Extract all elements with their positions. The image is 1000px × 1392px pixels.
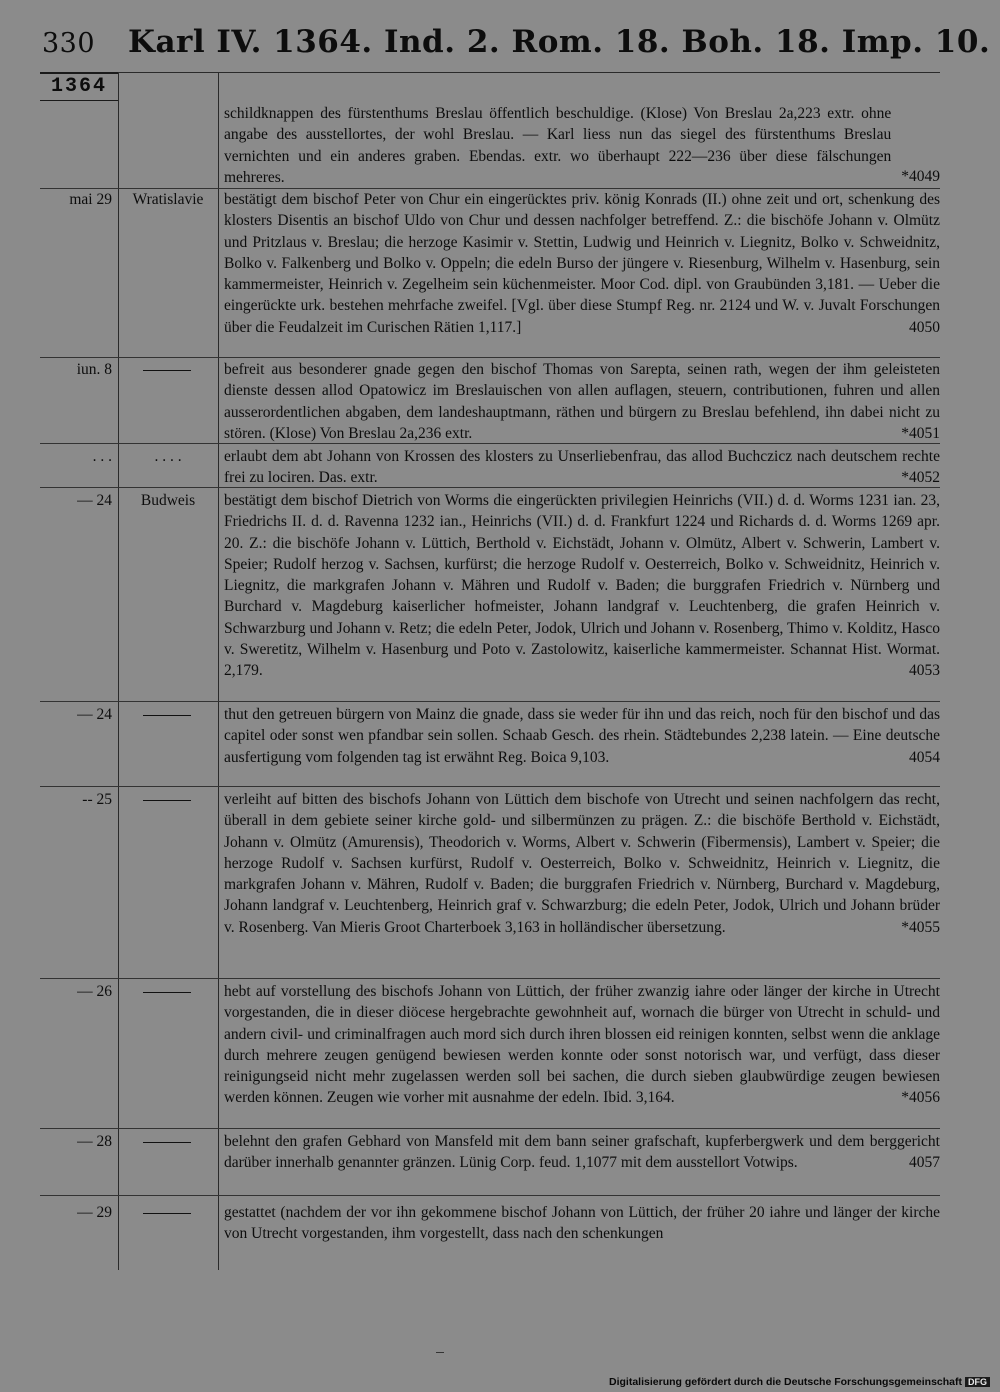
entry-separator	[40, 786, 940, 787]
regest-number: *4051	[901, 424, 940, 442]
dfg-footer	[609, 1376, 990, 1388]
entry-date: — 26	[77, 983, 112, 1000]
regest-number: 4057	[909, 1154, 940, 1172]
print-mark	[436, 1352, 444, 1353]
entry-separator	[40, 978, 940, 979]
regest-number: 4050	[909, 318, 940, 336]
entry-date: — 24	[77, 706, 112, 723]
regest-text: verleiht auf bitten des bischofs Johann von Lüttich dem bischofe von Utrecht und seinen nachfolgern das recht, überall in dem gebiete seiner kirche gold- und silbermünzen zu prägen. Z.: die bischöfe Berthold v. Eichstädt, Johann v. Olmütz (Amurensis), Theodorich v. Worms, Albert v. Schwerin (Fibermensis), Lambert v. Speier; die herzoge Rudolf v. Sachsen kurfürst, Rudolf v. Oesterreich, Bolko v. Schweidnitz, Heinrich v. Liegnitz, die markgrafen Johann v. Mähren, Rudolf v. Baden; die burggrafen Friedrich v. Nürnberg, Burchard v. Magdeburg, Johann landgraf v. Leuchtenberg, Heinrich graf v. Schwarzburg; die edeln Peter, Jodok, Ulrich und Johann brüder v. Rosenberg. Van Mieris Groot Charterboek 3,163 in holländischer übersetzung. *4055	[224, 789, 940, 938]
regest-text: bestätigt dem bischof Peter von Chur ein eingerücktes priv. könig Konrads (II.) ohne zeit und ort, schenkung des klosters Disentis an bischof Uldo von Chur und dessen nachfolger betreffend. Z.: die bischöfe Johann v. Olmütz und Pritzlaus v. Breslau; die herzoge Kasimir v. Stettin, Ludwig und Heinrich v. Liegnitz, Bolko v. Schweidnitz, Bolko v. Falkenberg und Bolko v. Oppeln; die edeln Burso der jüngere v. Riesenburg, Wilhelm v. Hasenburg, sein kammermeister, Heinrich v. Zegelheim sein küchenmeister. Moor Cod. dipl. von Graubünden 3,181. — Ueber die eingerückte urk. bestehen mehrfache zweifel. [Vgl. über diese Stumpf Reg. nr. 2124 und W. v. Juvalt Forschungen über die Feudalzeit im Curischen Rätien 1,117.] 4050	[224, 189, 940, 338]
running-title: Karl IV. 1364. Ind. 2. Rom. 18. Boh. 18. Imp. 10.	[128, 24, 991, 60]
regest-text: hebt auf vorstellung des bischofs Johann von Lüttich, der früher zwanzig iahre oder länger der kirche in Utrecht vorgestanden, die in dieser diöcese hergebrachte gewohnheit auf, wornach die bürger von Utrecht in schuld- und andern civil- und criminalfragen auch mord sich durch ihren blossen eid reinigen konnten, selbst wenn die anklage durch mehrere zeugen genügend bewiesen werden konnte oder sonst notorisch war, und verfügt, dass dieser reinigungseid nicht mehr zugelassen werden soll bei sachen, die durch sieben glaubwürdige zeugen bewiesen werden können. Zeugen wie vorher mit ausnahme der edeln. Ibid. 3,164. *4056	[224, 981, 940, 1109]
regest-text: erlaubt dem abt Johann von Krossen des klosters zu Unserliebenfrau, das allod Buchczicz nach deutschem rechte frei zu lociren. Das. extr. *4052	[224, 446, 940, 489]
same-place-dash	[143, 1213, 191, 1214]
regest-text: belehnt den grafen Gebhard von Mansfeld mit dem bann seiner grafschaft, kupferbergwerk und dem berggericht darüber innerhalb genannter gränzen. Lünig Corp. feud. 1,1077 mit dem ausstellort Votwips. 4057	[224, 1131, 940, 1174]
entry-separator	[40, 487, 940, 488]
regest-number: *4055	[901, 918, 940, 936]
same-place-dash	[143, 715, 191, 716]
regest-number: 4053	[909, 662, 940, 680]
entry-place: Wratislavie	[132, 191, 204, 208]
entry-place: . . . .	[154, 448, 182, 465]
date-column-rule	[118, 72, 119, 1270]
same-place-dash	[143, 1142, 191, 1143]
year-label: 1364	[40, 72, 118, 101]
page-header	[40, 24, 991, 68]
entry-date: mai 29	[69, 191, 112, 208]
entry-separator	[40, 443, 940, 444]
entry-separator	[40, 1128, 940, 1129]
regest-number: 4054	[909, 748, 940, 766]
dfg-logo: DFG	[965, 1377, 990, 1387]
same-place-dash	[143, 370, 191, 371]
entry-date: -- 25	[82, 791, 112, 808]
entry-separator	[40, 357, 940, 358]
regest-number: *4052	[901, 469, 940, 487]
entry-date: — 24	[77, 492, 112, 509]
table-top-rule	[118, 72, 940, 73]
page-number: 330	[42, 28, 96, 59]
regest-text: *4049 schildknappen des fürstenthums Breslau öffentlich beschuldige. (Klose) Von Breslau 2a,223 extr. ohne angabe des ausstellortes, der wohl Breslau. — Karl liess nun das siegel des fürstenthums Breslau vernichten und ein anderes graben. Ebendas. extr. wo überhaupt 222—236 über diese fälschungen mehreres.	[224, 105, 940, 186]
funding-note: Digitalisierung gefördert durch die Deutsche Forschungsgemeinschaft	[609, 1376, 962, 1388]
regest-text: befreit aus besonderer gnade gegen den bischof Thomas von Sarepta, seinen rath, wegen der ihm geleisteten dienste dessen allod Opatowicz im Breslauischen von allen auflagen, steuern, contributionen, fuhren und allen ausserordentlichen abgaben, dem landeshauptmann, räthen und bürgern zu Breslau befehlend, ihn dabei nicht zu stören. (Klose) Von Breslau 2a,236 extr. *4051	[224, 359, 940, 444]
place-column-rule	[218, 72, 219, 1270]
entry-separator	[40, 1195, 940, 1196]
entry-separator	[40, 701, 940, 702]
entry-place: Budweis	[140, 492, 196, 509]
regest-text: bestätigt dem bischof Dietrich von Worms die eingerückten privilegien Heinrichs (VII.) d. d. Worms 1231 ian. 23, Friedrichs II. d. d. Ravenna 1232 ian., Heinrichs (VII.) d. d. Frankfurt 1224 und Richards d. d. Worms 1269 apr. 20. Z.: die bischöfe Johann v. Lüttich, Berthold v. Eichstädt, Johann v. Olmütz, Albert v. Schwerin, Lambert v. Speier; Rudolf herzog v. Sachsen, kurfürst; die herzoge Rudolf v. Oesterreich, Bolko v. Schweidnitz, Heinrich v. Liegnitz, die markgrafen Johann v. Mähren und Rudolf v. Baden; die burggrafen Friedrich v. Nürnberg und Burchard v. Magdeburg kaiserlicher hofmeister, Johann landgraf v. Leuchtenberg, die grafen Heinrich v. Schwarzburg und Johann v. Retz; die edeln Peter, Jodok, Ulrich und Johann v. Rosenberg, Thimo v. Kolditz, Hasco v. Sweretitz, Wilhelm v. Hasenburg und Poto v. Zastolowitz, kaiserliche kammermeister. Schannat Hist. Wormat. 2,179. 4053	[224, 490, 940, 682]
same-place-dash	[143, 992, 191, 993]
entry-date: — 28	[77, 1133, 112, 1150]
entry-date: — 29	[77, 1204, 112, 1221]
regest-text: thut den getreuen bürgern von Mainz die gnade, dass sie weder für ihn und das reich, noch für den bischof und das capitel oder sonst wen pfandbar sein sollen. Schaab Gesch. des rhein. Städtebundes 2,238 latein. — Eine deutsche ausfertigung vom folgenden tag ist erwähnt Reg. Boica 9,103. 4054	[224, 704, 940, 768]
regest-text: gestattet (nachdem der vor ihn gekommene bischof Johann von Lüttich, der früher 20 iahre und länger der kirche von Utrecht vorgestanden, ihm vorgestellt, dass nach den schenkungen	[224, 1204, 940, 1243]
entry-date: . . .	[92, 448, 112, 465]
regest-number: *4056	[901, 1089, 940, 1107]
same-place-dash	[143, 800, 191, 801]
entry-date: iun. 8	[76, 361, 112, 378]
regest-number: *4049	[901, 168, 940, 185]
